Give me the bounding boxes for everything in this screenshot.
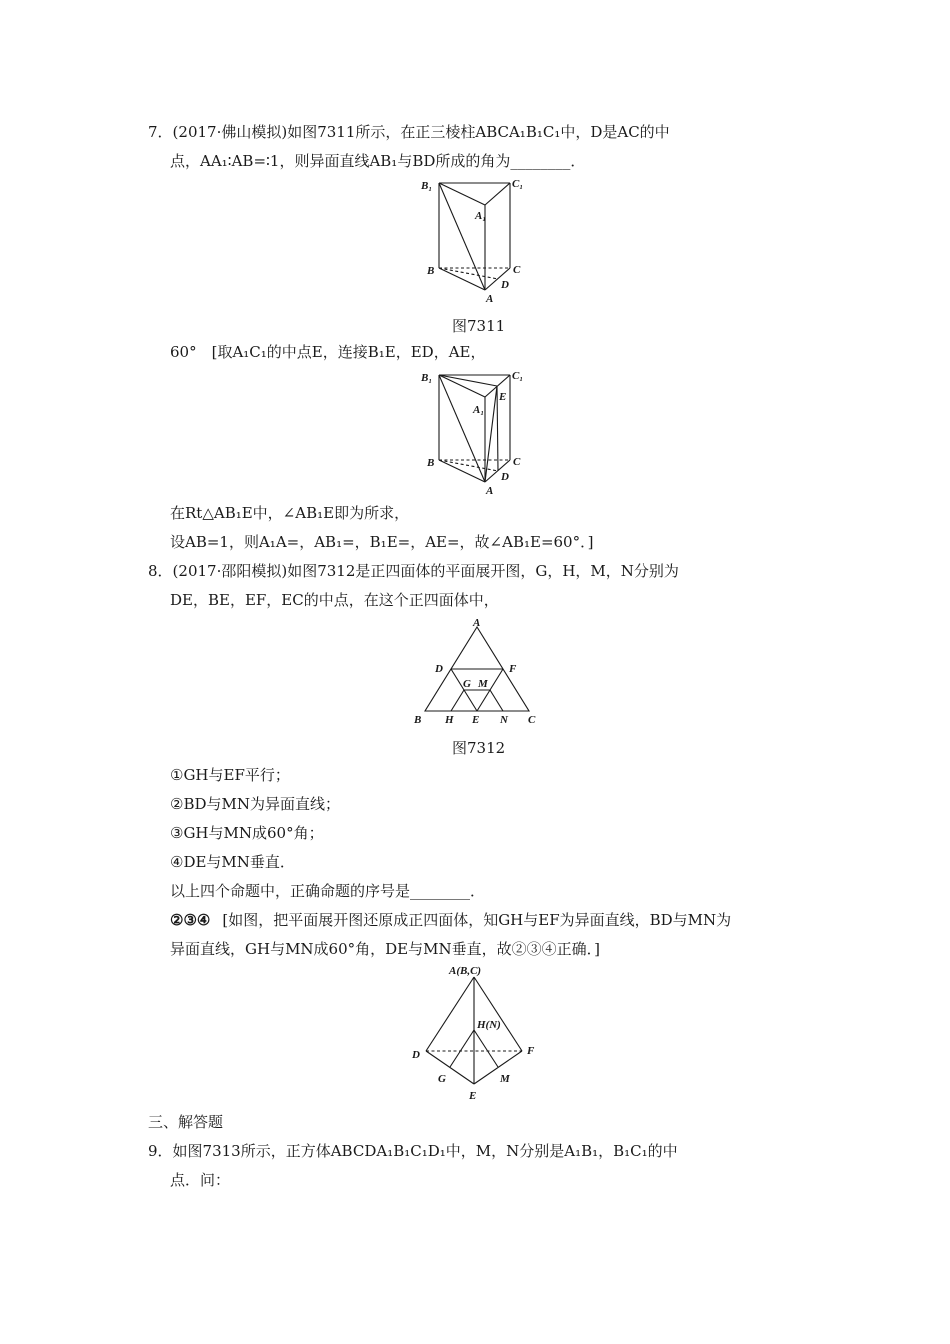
q7-line-1: 7．(2017·佛山模拟)如图7311所示，在正三棱柱ABCA₁B₁C₁中，D是AC的中: [148, 123, 670, 141]
fig-7312-caption: 图7312: [452, 739, 506, 757]
fig3-label-e: E: [472, 714, 480, 726]
q7-line-2: 点，AA₁∶AB=∶1，则异面直线AB₁与BD所成的角为________．: [170, 152, 586, 170]
fig3-label-a: A: [473, 617, 481, 629]
fig1-label-a: A: [486, 293, 494, 305]
q8-answer-line-2: 异面直线，GH与MN成60°角，DE与MN垂直，故②③④正确．]: [170, 940, 600, 958]
q8-prop-1: ①GH与EF平行；: [170, 766, 290, 784]
fig3-label-g: G: [463, 678, 471, 690]
fig2-label-b1: B₁: [421, 372, 433, 384]
q8-answer-text: [如图，把平面展开图还原成正四面体，知GH与EF为异面直线，BD与MN为: [222, 911, 732, 929]
fig2-label-d: D: [501, 471, 509, 483]
figure-7311-solution: [415, 367, 535, 497]
fig1-label-b: B: [427, 265, 435, 277]
q8-prop-4: ④DE与MN垂直．: [170, 853, 295, 871]
q7-answer-line-3: 设AB=1，则A₁A=，AB₁=，B₁E=，AE=，故∠AB₁E=60°．]: [170, 533, 594, 551]
fig4-label-d: D: [412, 1049, 420, 1061]
fig1-label-b1: B₁: [421, 180, 433, 192]
fig2-label-b: B: [427, 457, 435, 469]
fig2-label-e: E: [499, 391, 507, 403]
fig4-label-f: F: [527, 1045, 535, 1057]
q8-prop-3: ③GH与MN成60°角；: [170, 824, 324, 842]
q7-answer-line-2: 在Rt△AB₁E中，∠AB₁E即为所求，: [170, 504, 410, 522]
q9-line-2: 点．问：: [170, 1171, 231, 1189]
figure-7312: [410, 615, 560, 730]
fig3-label-d: D: [435, 663, 443, 675]
q7-answer-line-1: 60° [取A₁C₁的中点E，连接B₁E，ED，AE，: [170, 343, 486, 361]
fig1-label-c1: C₁: [512, 178, 524, 190]
fig4-label-m: M: [500, 1073, 510, 1085]
fig3-label-m: M: [478, 678, 488, 690]
q8-prop-2: ②BD与MN为异面直线；: [170, 795, 340, 813]
figure-7311: [415, 175, 535, 305]
fig4-label-e: E: [469, 1090, 477, 1102]
fig4-label-a: A(B,C): [449, 965, 482, 977]
fig1-label-a1: A₁: [475, 210, 487, 222]
q8-line-1: 8．(2017·邵阳模拟)如图7312是正四面体的平面展开图，G，H，M，N分别为: [148, 562, 679, 580]
fig3-label-n: N: [500, 714, 508, 726]
fig3-label-h: H: [445, 714, 454, 726]
fig-7311-caption: 图7311: [452, 317, 506, 335]
fig1-label-c: C: [513, 264, 521, 276]
fig3-label-f: F: [509, 663, 517, 675]
q8-question: 以上四个命题中，正确命题的序号是________．: [170, 882, 486, 900]
fig2-label-a1: A₁: [473, 404, 485, 416]
fig1-label-d: D: [501, 279, 509, 291]
q8-answer-number: ②③④: [170, 911, 211, 929]
fig4-label-h: H(N): [477, 1019, 501, 1031]
fig3-label-c: C: [528, 714, 536, 726]
fig4-label-g: G: [438, 1073, 446, 1085]
section-heading: 三、解答题: [148, 1113, 224, 1131]
figure-7312-solution: [400, 962, 560, 1107]
fig2-label-c: C: [513, 456, 521, 468]
fig2-label-c1: C₁: [512, 370, 524, 382]
fig3-label-b: B: [414, 714, 422, 726]
fig2-label-a: A: [486, 485, 494, 497]
q9-line-1: 9．如图7313所示，正方体ABCDA₁B₁C₁D₁中，M，N分别是A₁B₁，B₁C₁的中: [148, 1142, 678, 1160]
q8-answer-line-1: [170, 910, 731, 930]
q8-line-2: DE，BE，EF，EC的中点，在这个正四面体中，: [170, 591, 499, 609]
